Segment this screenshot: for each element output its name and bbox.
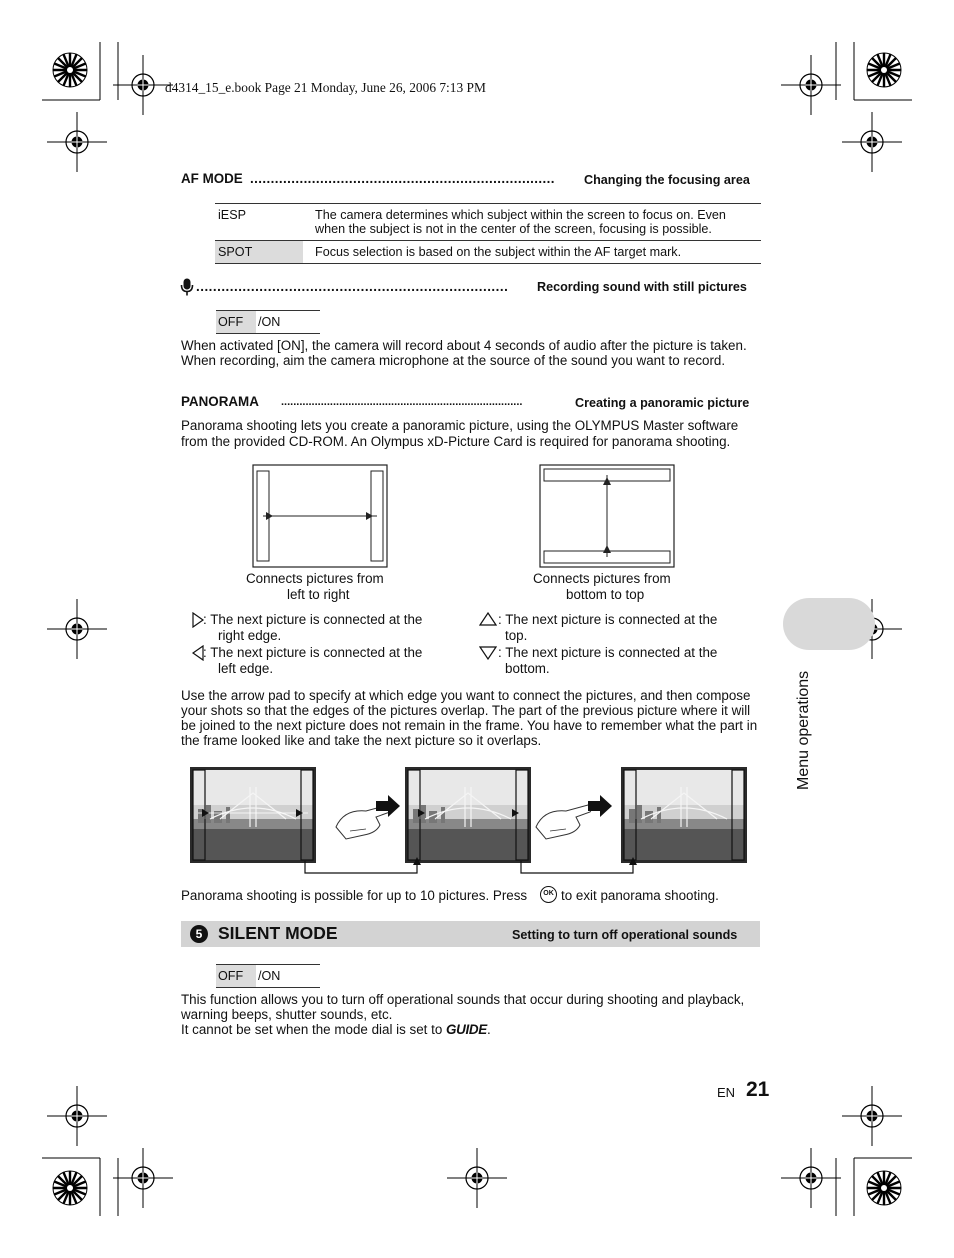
ok-button-icon [540,886,557,903]
af-mode-subtitle: Changing the focusing area [584,173,750,187]
table-row [215,204,761,241]
chapter-tab [783,598,875,650]
af-mode-leader: .......................................................................... [250,171,555,186]
arrow-down-icon [479,645,497,660]
silent-body-3a: It cannot be set when the mode dial is set to [181,1022,443,1037]
dir-left-2: left edge. [218,661,274,676]
panorama-subtitle: Creating a panoramic picture [575,396,750,410]
panorama-para-3: be joined to the next picture does not remain in the frame. You have to remember what the part in [181,718,758,733]
option-on: /ON [258,315,281,329]
caption-left-2: left to right [287,587,350,602]
silent-body-2: warning beeps, shutter sounds, etc. [181,1007,393,1022]
arrow-up-icon [479,612,497,627]
panorama-intro-1: Panorama shooting lets you create a panoramic picture, using the OLYMPUS Master software [181,418,739,433]
sound-body-1: When activated [ON], the camera will record about 4 seconds of audio after the picture is taken. [181,338,747,353]
sound-body-2: When recording, aim the camera microphone at the source of the sound you want to record. [181,353,726,368]
option-off: OFF [216,311,256,333]
bottom-to-top-diagram [539,464,675,568]
table-row [215,241,761,264]
panorama-para-4: the frame looked like and take the next picture so it overlaps. [181,733,542,748]
dir-bottom-2: bottom. [505,661,550,676]
option-cell: SPOT [215,241,303,264]
ok-button-label: OK [543,890,554,897]
dir-top-2: top. [505,628,528,643]
chapter-tab-label: Menu operations [795,670,812,790]
dir-right-2: right edge. [218,628,282,643]
guide-mode-label: GUIDE [446,1022,487,1037]
silent-body-3 [181,1022,491,1038]
silent-mode-setting [216,964,320,988]
sound-leader: .......................................................................... [196,279,509,294]
number-badge-icon [190,925,208,943]
silent-mode-title: SILENT MODE [218,923,338,943]
caption-right-1: Connects pictures from [533,571,671,586]
option-cell: iESP [215,204,303,241]
af-mode-table [215,203,761,264]
page-number: 21 [746,1078,770,1101]
number-badge-label: 5 [195,927,203,941]
caption-left-1: Connects pictures from [246,571,384,586]
description-cell: The camera determines which subject within the screen to focus on. Even when the subject is not in the center of the screen, focusing is possible. [303,204,761,241]
panorama-para-1: Use the arrow pad to specify at which edge you want to connect the pictures, and then compose [181,688,751,703]
panorama-title: PANORAMA [181,394,259,409]
panorama-limit-a: Panorama shooting is possible for up to 10 pictures. Press [181,888,528,903]
panorama-leader: ............................................................................... [281,396,523,408]
option-off: OFF [216,965,256,987]
dir-top-1: : The next picture is connected at the [498,612,718,627]
dir-right-1: : The next picture is connected at the [203,612,423,627]
left-to-right-diagram [252,464,388,568]
dir-left-1: : The next picture is connected at the [203,645,423,660]
silent-mode-subtitle: Setting to turn off operational sounds [512,928,738,942]
silent-body-1: This function allows you to turn off operational sounds that occur during shooting and playback, [181,992,745,1007]
book-stamp: d4314_15_e.book Page 21 Monday, June 26, 2006 7:13 PM [165,80,486,95]
description-cell: Focus selection is based on the subject within the AF target mark. [303,241,761,264]
silent-body-3b: . [486,1022,491,1037]
dir-bottom-1: : The next picture is connected at the [498,645,718,660]
caption-right-2: bottom to top [566,587,645,602]
sound-subtitle: Recording sound with still pictures [537,280,747,294]
microphone-icon [180,278,194,296]
panorama-sequence-illustration [188,765,748,877]
sound-setting [216,310,320,334]
language-code: EN [717,1085,736,1100]
option-on: /ON [258,969,281,983]
panorama-intro-2: from the provided CD-ROM. An Olympus xD-Picture Card is required for panorama shooting. [181,434,731,449]
silent-mode-header [181,921,760,947]
panorama-para-2: your shots so that the edges of the pictures overlap. The part of the previous picture where it will [181,703,751,718]
panorama-limit-b: to exit panorama shooting. [561,888,719,903]
af-mode-title: AF MODE [181,171,243,186]
